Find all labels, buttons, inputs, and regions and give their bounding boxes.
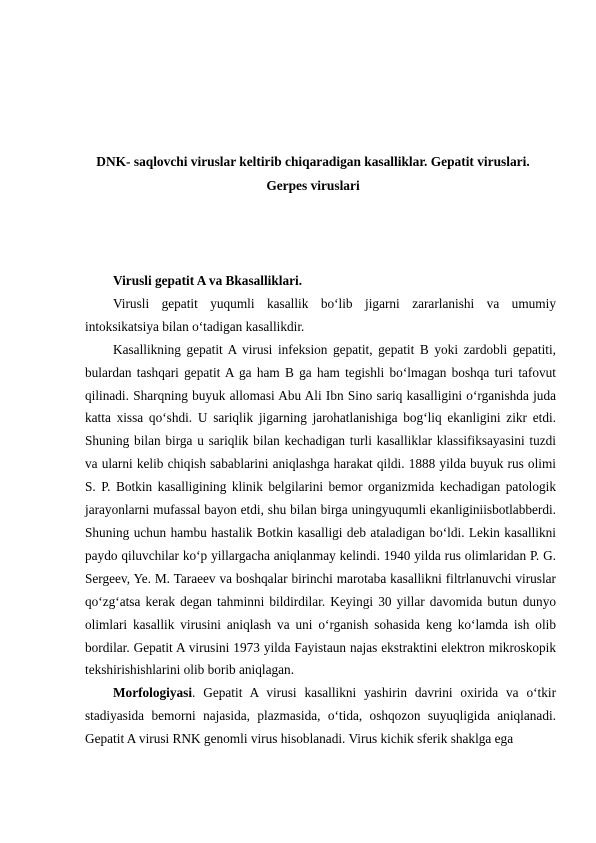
title-line-2: Gerpes viruslari	[266, 178, 360, 194]
document-body	[85, 270, 556, 751]
title-line-1: DNK- saqlovchi viruslar keltirib chiqaradigan kasalliklar. Gepatit viruslari.	[96, 154, 530, 169]
paragraph-history: Kasallikning gepatit A virusi infeksion gepatit, gepatit B yoki zardobli gepatiti, bulardan tashqari gepatit A ga ham B ga ham tegishli bo‘lmagan boshqa turi tafovut qilinadi. Sharqning buyuk allomasi Abu Ali Ibn Sino sariq kasalligini o‘rganishda juda katta xissa qo‘shdi. U sariqlik jigarning jarohatlanishiga bog‘liq ekanligini zikr etdi. Shuning bilan birga u sariqlik bilan kechadigan turli kasalliklar klassifiksayasini tuzdi va ularni kelib chiqish sabablarini aniqlashga harakat qildi. 1888 yilda buyuk rus olimi S. P. Botkin kasalligining klinik belgilarini bemor organizmida kechadigan patologik jarayonlarni mufassal bayon etdi, shu bilan birga uningyuqumli ekanliginiisbotlabberdi. Shuning uchun hambu hastalik Botkin kasalligi deb ataladigan bo‘ldi. Lekin kasallikni paydo qiluvchilar ko‘p yillargacha aniqlanmay kelindi. 1940 yilda rus olimlaridan P. G. Sergeev, Ye. M. Taraeev va boshqalar birinchi marotaba kasallikni filtrlanuvchi viruslar qo‘zg‘atsa kerak degan tahminni bildirdilar. Keyingi 30 yillar davomida butun dunyo olimlari kasallik virusini aniqlash va uni o‘rganish sohasida keng ko‘lamda ish olib bordilar. Gepatit A virusini 1973 yilda Fayistaun najas ekstraktini elektron mikroskopik tekshirishishlarini olib borib aniqlagan.	[85, 341, 556, 678]
document-title	[70, 150, 556, 199]
morphology-label: Morfologiyasi	[113, 685, 193, 701]
section-heading: Virusli gepatit A va Bkasalliklari.	[113, 273, 303, 288]
morphology-text: . Gepatit A virusi kasallikni yashirin davrini oxirida va o‘tkir stadiyasida bemorni najasida, plazmasida, o‘tida, oshqozon suyuqligida aniqlanadi. Gepatit A virusi RNK genomli virus hisoblanadi. Virus kichik sferik shaklga ega	[85, 685, 556, 747]
paragraph-morphology	[85, 682, 556, 751]
paragraph-definition: Virusli gepatit yuqumli kasallik bo‘lib jigarni zararlanishi va umumiy intoksikatsiya bilan o‘tadigan kasallikdir.	[85, 295, 556, 334]
